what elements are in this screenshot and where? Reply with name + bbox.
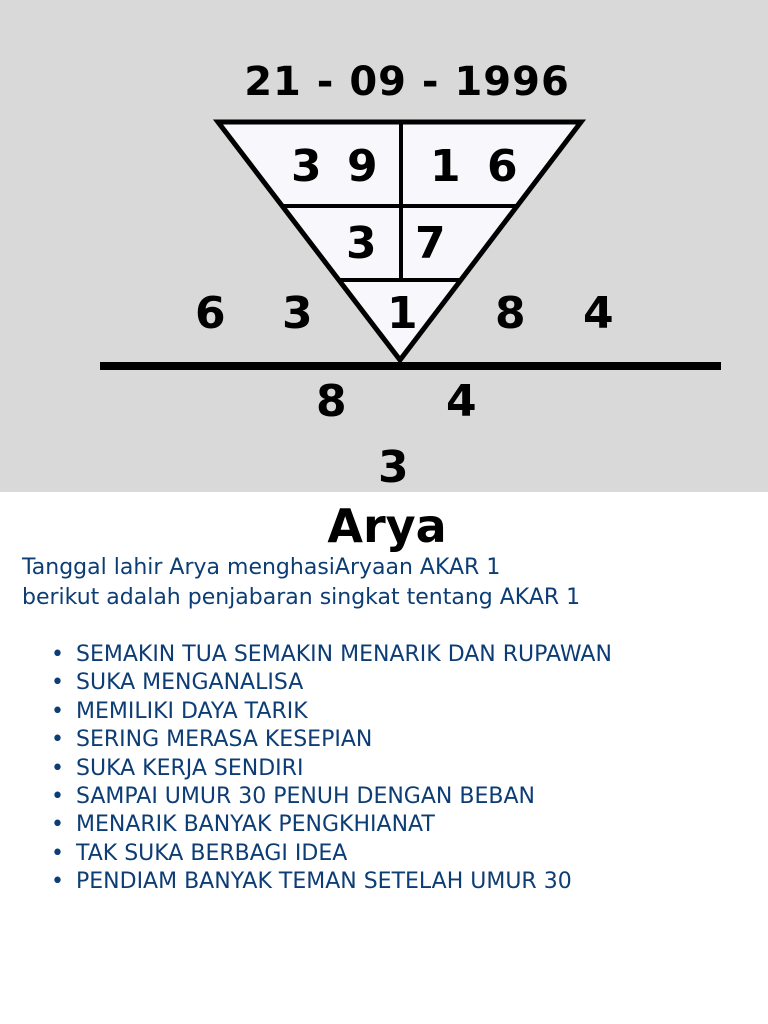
bullet-icon: • <box>51 812 64 838</box>
bottom-digit: 3 <box>378 442 409 493</box>
list-item <box>0 783 768 811</box>
bullet-icon: • <box>51 727 64 753</box>
right-side-digit-1: 8 <box>495 288 526 339</box>
list-item <box>0 755 768 783</box>
bullet-icon: • <box>51 698 64 724</box>
row2-digit-1: 3 <box>346 218 377 269</box>
bullet-icon: • <box>51 840 64 866</box>
root-digit: 1 <box>387 288 418 339</box>
trait-text: SAMPAI UMUR 30 PENUH DENGAN BEBAN <box>76 784 535 810</box>
trait-text: TAK SUKA BERBAGI IDEA <box>76 840 348 866</box>
trait-text: MENARIK BANYAK PENGKHIANAT <box>76 812 435 838</box>
list-item <box>0 868 768 896</box>
below-digit-1: 8 <box>316 376 347 427</box>
right-side-digit-2: 4 <box>583 288 614 339</box>
left-side-digit-2: 3 <box>282 288 313 339</box>
bullet-icon: • <box>51 642 64 667</box>
list-item <box>0 840 768 868</box>
left-side-digit-1: 6 <box>195 288 226 339</box>
intro-line-1: Tanggal lahir Arya menghasiAryaan AKAR 1 <box>22 555 501 580</box>
birth-date: 21 - 09 - 1996 <box>244 59 570 105</box>
list-item <box>0 726 768 754</box>
list-item <box>0 698 768 726</box>
trait-text: MEMILIKI DAYA TARIK <box>76 698 308 724</box>
row1-digit-3: 1 <box>430 141 461 192</box>
trait-text: SEMAKIN TUA SEMAKIN MENARIK DAN RUPAWAN <box>76 642 612 667</box>
trait-text: SERING MERASA KESEPIAN <box>76 727 373 753</box>
intro-line-2: berikut adalah penjabaran singkat tentang AKAR 1 <box>22 585 581 610</box>
bullet-icon: • <box>51 755 64 781</box>
person-name: Arya <box>327 499 447 553</box>
trait-text: SUKA KERJA SENDIRI <box>76 755 304 781</box>
list-item <box>0 669 768 697</box>
row1-digit-4: 6 <box>487 141 518 192</box>
list-item <box>0 641 768 669</box>
row2-digit-2: 7 <box>415 218 446 269</box>
bullet-icon: • <box>51 869 64 895</box>
bullet-icon: • <box>51 670 64 696</box>
below-digit-2: 4 <box>446 376 477 427</box>
row1-digit-1: 3 <box>291 141 322 192</box>
row1-digit-2: 9 <box>347 141 378 192</box>
trait-text: SUKA MENGANALISA <box>76 670 304 696</box>
bullet-icon: • <box>51 784 64 810</box>
trait-list <box>0 641 768 897</box>
trait-text: PENDIAM BANYAK TEMAN SETELAH UMUR 30 <box>76 869 572 895</box>
list-item <box>0 811 768 839</box>
